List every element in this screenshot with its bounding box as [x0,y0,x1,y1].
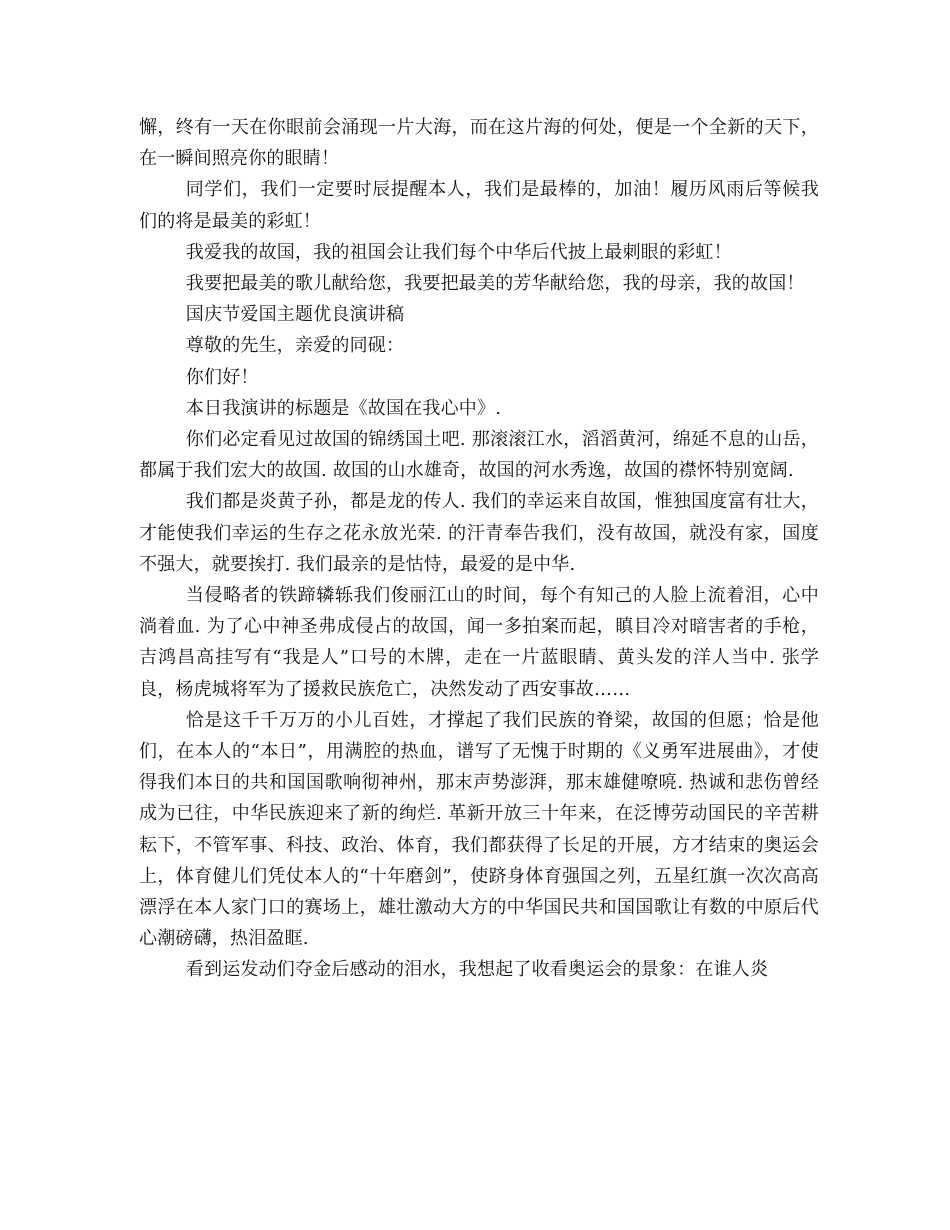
greeting: 你们好！ [185,366,259,388]
salutation: 尊敬的先生，亲爱的同砚： [185,335,405,357]
paragraph: 本日我演讲的标题是《故国在我心中》. [185,397,502,419]
paragraph: 同学们，我们一定要时辰提醒本人，我们是最棒的，加油！履历风雨后等候我们的将是最美的彩虹！ [139,179,819,232]
paragraph: 恰是这千千万万的小儿百姓，才撑起了我们民族的脊梁，故国的但愿；恰是他们，在本人的“本日”，用满腔的热血，谱写了无愧于时期的《义勇军进展曲》，才使得我们本日的共和国国歌响彻神州，那末声势澎湃，那末雄健嘹喨. 热诚和悲伤曾经成为已往，中华民族迎来了新的绚烂. 革新开放三十年来，在泛博劳动国民的辛苦耕耘下，不管军事、科技、政治、体育，我们都获得了长足的开展，方才结束的奥运会上，体育健儿们凭仗本人的“十年磨剑”，使跻身体育强国之列，五星红旗一次次高高漂浮在本人家门口的赛场上，雄壮激动大方的中华国民共和国国歌让有数的中原后代心潮磅礴，热泪盈眶. [139,709,819,950]
document-body [139,112,819,986]
paragraph: 我们都是炎黄子孙，都是龙的传人. 我们的幸运来自故国，惟独国度富有壮大，才能使我们幸运的生存之花永放光荣. 的汗青奉告我们，没有故国，就没有家，国度不强大，就要挨打. 我们最亲的是怙恃，最爱的是中华. [139,491,819,575]
paragraph: 懈，终有一天在你眼前会涌现一片大海，而在这片海的何处，便是一个全新的天下，在一瞬间照亮你的眼睛！ [139,117,819,170]
paragraph: 我爱我的故国，我的祖国会让我们每个中华后代披上最刺眼的彩虹！ [185,241,732,263]
speech-title: 国庆节爱国主题优良演讲稿 [185,304,405,326]
paragraph: 我要把最美的歌儿献给您，我要把最美的芳华献给您，我的母亲，我的故国！ [185,273,805,295]
paragraph: 当侵略者的铁蹄辚轹我们俊丽江山的时间，每个有知己的人脸上流着泪，心中淌着血. 为了心中神圣弗成侵占的故国，闻一多拍案而起，瞋目冷对暗害者的手枪，吉鸿昌高挂写有“我是人”口号的木牌，走在一片蓝眼睛、黄头发的洋人当中. 张学良，杨虎城将军为了援救民族危亡，决然发动了西安事故…… [139,585,819,700]
paragraph: 你们必定看见过故国的锦绣国土吧. 那滚滚江水，滔滔黄河，绵延不息的山岳，都属于我们宏大的故国. 故国的山水雄奇，故国的河水秀逸，故国的襟怀特别宽阔. [139,429,819,482]
paragraph: 看到运发动们夺金后感动的泪水，我想起了收看奥运会的景象：在谁人炎 [185,959,769,981]
